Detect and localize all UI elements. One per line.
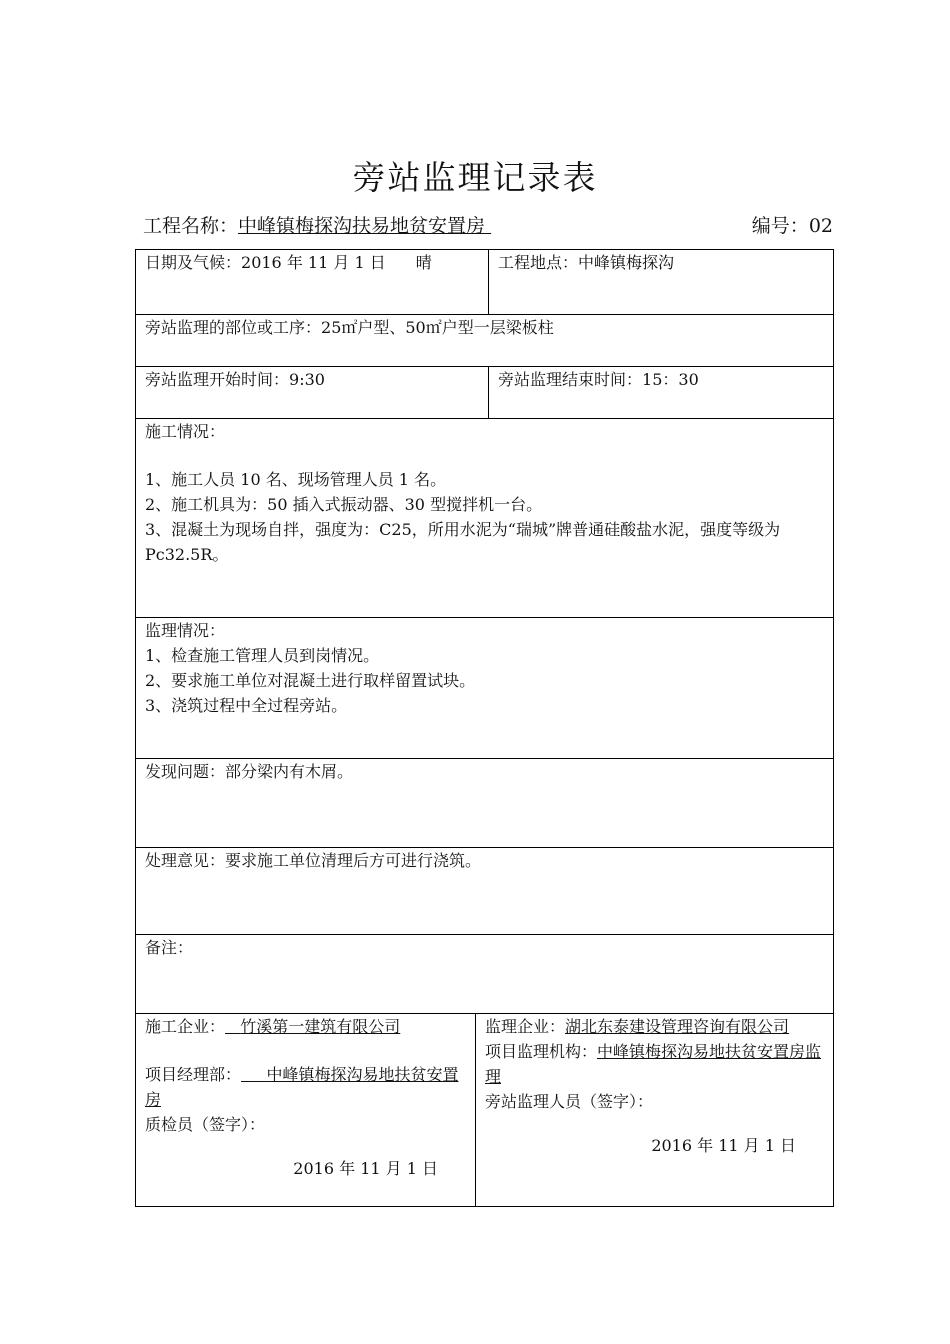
construction-item: 3、混凝土为现场自拌，强度为：C25，所用水泥为“瑞城”牌普通硅酸盐水泥，强度等级为Pc32.5R。 — [145, 520, 781, 564]
problems-value: 部分梁内有木屑。 — [225, 762, 354, 781]
contractor-dept-label: 项目经理部： — [145, 1065, 242, 1084]
contractor-company: 竹溪第一建筑有限公司 — [240, 1017, 401, 1036]
supervisor-company: 湖北东泰建设管理咨询有限公司 — [565, 1017, 790, 1036]
problems-label: 发现问题： — [145, 762, 226, 781]
supervision-item: 2、要求施工单位对混凝土进行取样留置试块。 — [145, 671, 476, 690]
opinion-row — [136, 848, 834, 935]
supervision-cell — [136, 618, 834, 759]
supervisor-org-label: 项目监理机构： — [485, 1042, 598, 1061]
supervision-item: 1、检查施工管理人员到岗情况。 — [145, 646, 380, 665]
part-cell — [136, 315, 834, 367]
project-header — [143, 212, 833, 240]
supervision-item: 3、浇筑过程中全过程旁站。 — [145, 696, 348, 715]
end-time-cell — [489, 367, 834, 419]
document-number — [752, 212, 833, 240]
remarks-cell — [136, 935, 834, 1014]
document-number-label: 编号： — [751, 215, 809, 237]
project-name: 中峰镇梅探沟扶易地贫安置房 — [238, 215, 486, 237]
weather-value: 晴 — [415, 253, 432, 272]
construction-item: 1、施工人员 10 名、现场管理人员 1 名。 — [145, 470, 447, 489]
supervision-row — [136, 618, 834, 759]
supervisor-company-label: 监理企业： — [485, 1017, 566, 1036]
contractor-dept: 中峰镇梅探沟易地扶贫安置房 — [145, 1065, 459, 1109]
contractor-company-label: 施工企业： — [145, 1017, 226, 1036]
time-row — [136, 367, 834, 419]
project-name-label: 工程名称： — [143, 215, 239, 237]
project-name-underline — [485, 212, 515, 240]
remarks-row — [136, 935, 834, 1014]
date-weather-label: 日期及气候： — [145, 253, 242, 272]
start-time-cell — [136, 367, 489, 419]
problems-row — [136, 759, 834, 848]
date-value: 2016 年 11 月 1 日 — [241, 253, 386, 272]
end-time-value: 15：30 — [642, 370, 699, 389]
contractor-sign-date: 2016 年 11 月 1 日 — [293, 1159, 438, 1178]
opinion-label: 处理意见： — [145, 851, 226, 870]
problems-cell — [136, 759, 834, 848]
remarks-label: 备注： — [145, 938, 194, 957]
signature-row — [136, 1014, 834, 1207]
supervisor-org: 中峰镇梅探沟易地扶贫安置房监理 — [485, 1042, 822, 1086]
construction-heading: 施工情况： — [145, 422, 226, 441]
start-time-label: 旁站监理开始时间： — [145, 370, 290, 389]
construction-item: 2、施工机具为：50 插入式振动器、30 型搅拌机一台。 — [145, 495, 543, 514]
location-label: 工程地点： — [498, 253, 579, 272]
part-row — [136, 315, 834, 367]
part-value: 25㎡户型、50㎡户型一层梁板柱 — [321, 318, 554, 337]
part-label: 旁站监理的部位或工序： — [145, 318, 322, 337]
supervisor-cell — [476, 1014, 834, 1207]
end-time-label: 旁站监理结束时间： — [498, 370, 643, 389]
opinion-cell — [136, 848, 834, 935]
location-value: 中峰镇梅探沟 — [578, 253, 675, 272]
record-table — [135, 249, 834, 1207]
construction-cell — [136, 419, 834, 618]
start-time-value: 9:30 — [289, 370, 325, 389]
opinion-value: 要求施工单位清理后方可进行浇筑。 — [225, 851, 482, 870]
date-weather-cell — [136, 250, 489, 315]
contractor-cell — [136, 1014, 476, 1207]
date-row — [136, 250, 834, 315]
location-cell — [489, 250, 834, 315]
document-number-value: 02 — [808, 215, 833, 237]
contractor-signer-label: 质检员（签字）： — [145, 1115, 266, 1134]
page-title: 旁站监理记录表 — [352, 158, 598, 197]
supervisor-signer-label: 旁站监理人员（签字）： — [485, 1092, 654, 1111]
supervision-heading: 监理情况： — [145, 621, 226, 640]
construction-row — [136, 419, 834, 618]
supervisor-sign-date: 2016 年 11 月 1 日 — [651, 1136, 797, 1155]
